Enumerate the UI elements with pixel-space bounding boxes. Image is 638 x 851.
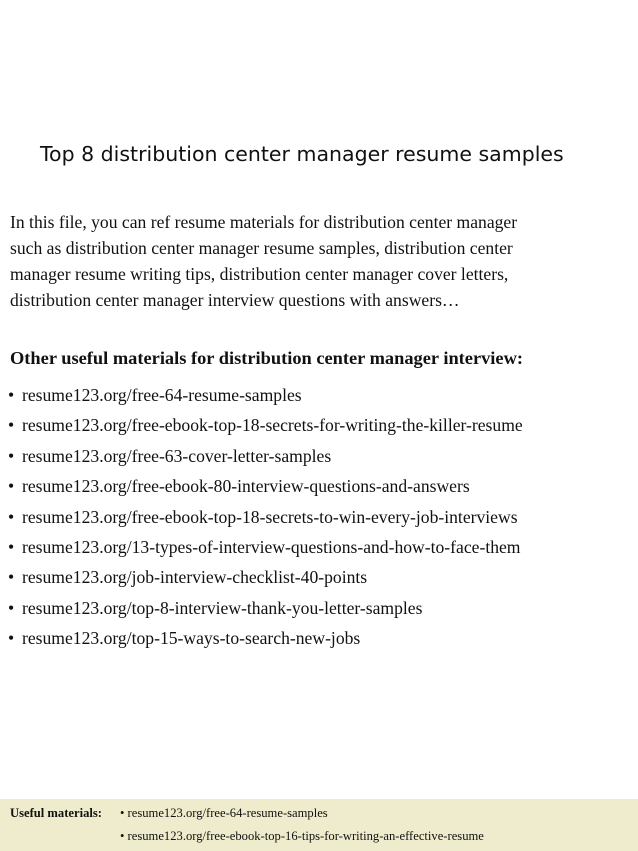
intro-line: manager resume writing tips, distribution center manager cover letters, <box>10 264 509 284</box>
footer-link[interactable]: • resume123.org/free-ebook-top-16-tips-for-writing-an-effective-resume <box>120 829 484 843</box>
bullet-icon: • <box>8 476 15 497</box>
bullet-icon: • <box>8 506 15 527</box>
material-link[interactable]: resume123.org/top-8-interview-thank-you-letter-samples <box>22 597 423 618</box>
material-link[interactable]: resume123.org/13-types-of-interview-questions-and-how-to-face-them <box>22 536 521 557</box>
list-item <box>8 623 523 653</box>
list-item <box>8 380 523 410</box>
bullet-icon: • <box>8 415 15 436</box>
footer-link[interactable]: • resume123.org/free-64-resume-samples <box>120 806 328 820</box>
intro-line: distribution center manager interview questions with answers… <box>10 290 460 310</box>
materials-heading: Other useful materials for distribution center manager interview: <box>10 348 523 368</box>
material-link[interactable]: resume123.org/free-ebook-top-18-secrets-for-writing-the-killer-resume <box>22 415 523 436</box>
intro-paragraph <box>10 209 632 313</box>
footer-label: Useful materials: <box>10 806 102 820</box>
material-link[interactable]: resume123.org/job-interview-checklist-40-points <box>22 567 368 588</box>
page-title: Top 8 distribution center manager resume samples <box>40 142 564 166</box>
useful-materials-footer <box>0 799 638 851</box>
bullet-icon: • <box>8 567 15 588</box>
material-link[interactable]: resume123.org/free-ebook-80-interview-questions-and-answers <box>22 476 470 497</box>
bullet-icon: • <box>8 597 15 618</box>
bullet-icon: • <box>8 628 15 649</box>
bullet-icon: • <box>8 445 15 466</box>
list-item <box>8 441 523 471</box>
list-item <box>8 562 523 592</box>
bullet-icon: • <box>8 536 15 557</box>
bullet-icon: • <box>8 385 15 405</box>
materials-link-list <box>8 380 523 654</box>
list-item <box>8 410 523 440</box>
intro-line: In this file, you can ref resume materials for distribution center manager <box>10 212 518 232</box>
material-link[interactable]: resume123.org/free-64-resume-samples <box>22 385 302 405</box>
list-item <box>8 593 523 623</box>
material-link[interactable]: resume123.org/free-63-cover-letter-samples <box>22 445 332 466</box>
material-link[interactable]: resume123.org/top-15-ways-to-search-new-jobs <box>22 628 361 649</box>
material-link[interactable]: resume123.org/free-ebook-top-18-secrets-to-win-every-job-interviews <box>22 506 518 527</box>
list-item <box>8 532 523 562</box>
list-item <box>8 471 523 501</box>
list-item <box>8 502 523 532</box>
intro-line: such as distribution center manager resume samples, distribution center <box>10 238 513 258</box>
